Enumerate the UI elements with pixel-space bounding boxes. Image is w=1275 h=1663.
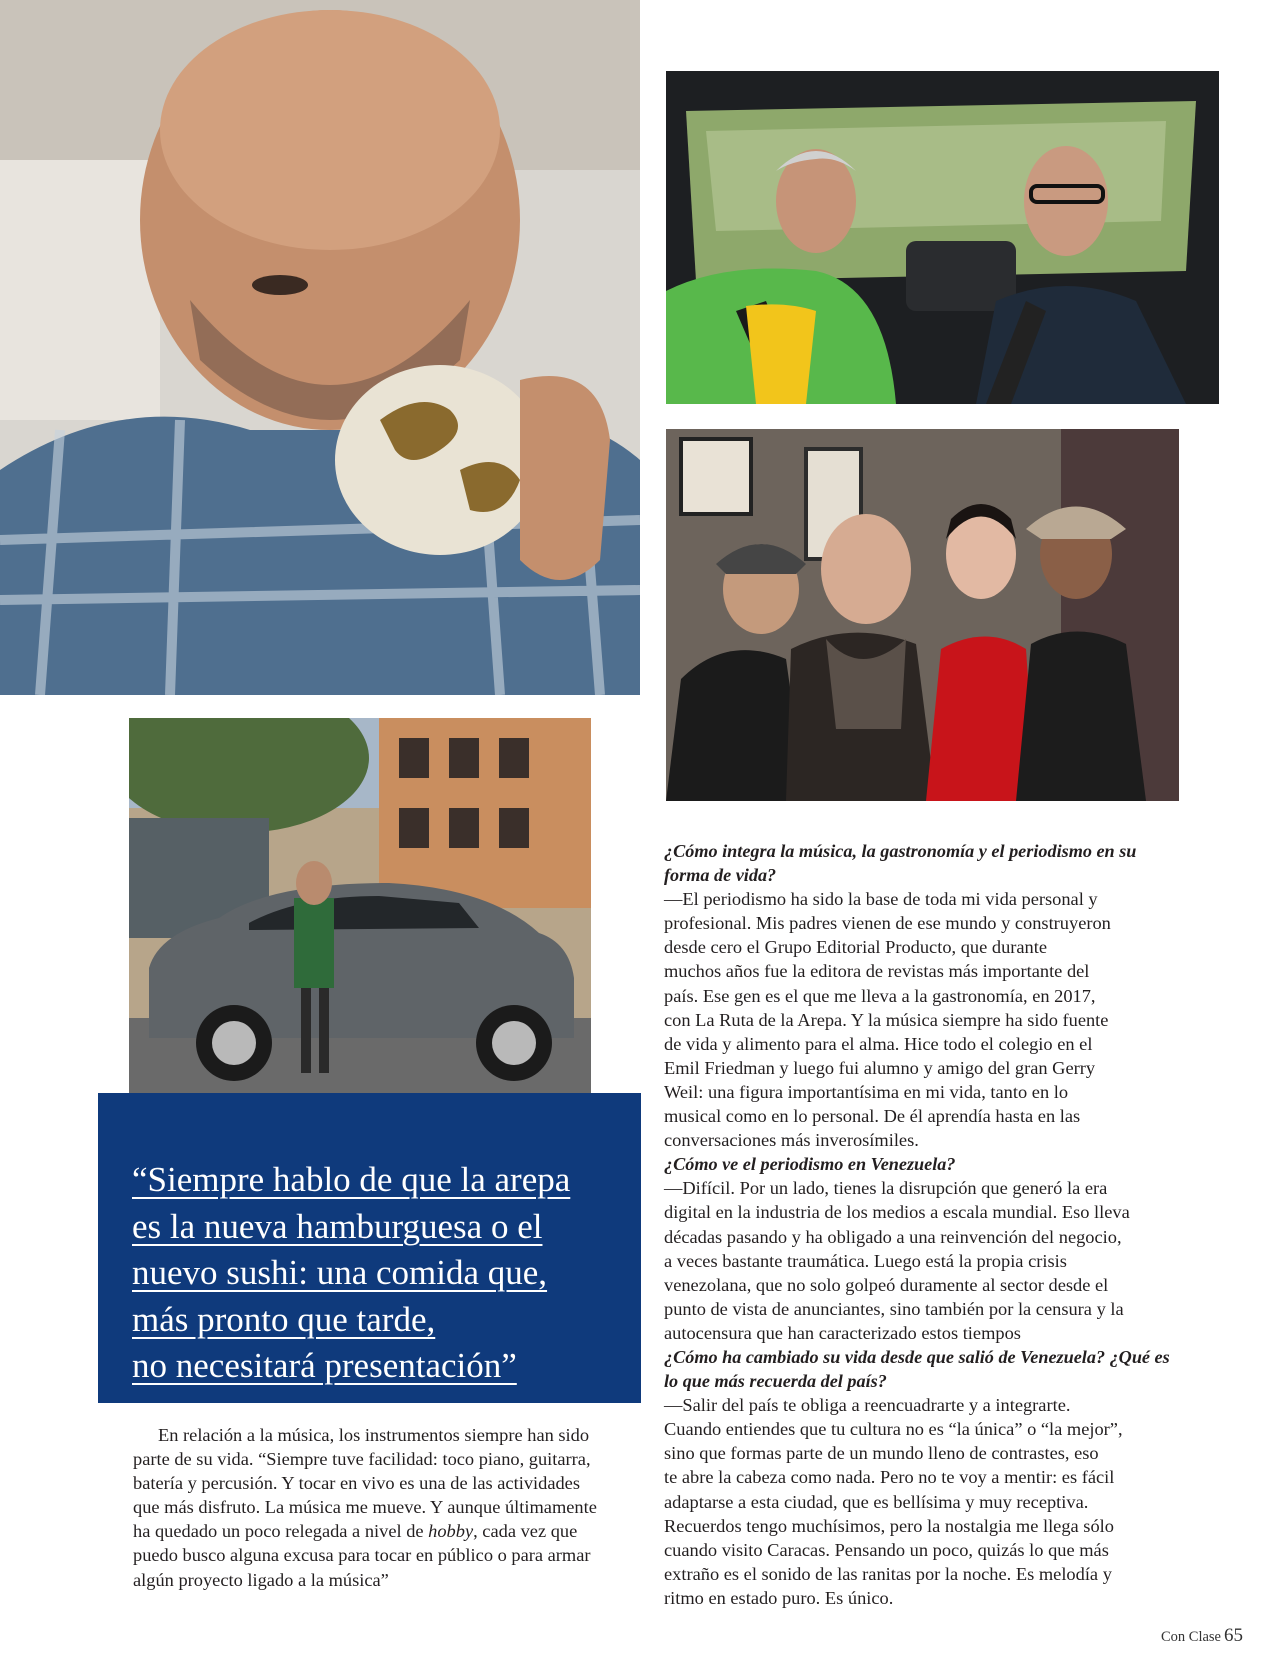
text-line: algún proyecto ligado a la música” — [133, 1569, 389, 1590]
text-line: —Difícil. Por un lado, tienes la disrupción que generó la era — [664, 1178, 1108, 1199]
pull-quote-line: “Siempre hablo de que la arepa — [132, 1160, 571, 1199]
text-line: forma de vida? — [664, 865, 777, 886]
interview-answer — [664, 1393, 1169, 1610]
text-line: décadas pasando y ha obligado a una reinvención del negocio, — [664, 1226, 1122, 1247]
text-line: lo que más recuerda del país? — [664, 1371, 887, 1392]
text-line: —El periodismo ha sido la base de toda mi vida personal y — [664, 889, 1098, 910]
page-folio — [1161, 1625, 1243, 1647]
text-line: puedo busco alguna excusa para tocar en público o para armar — [133, 1545, 591, 1566]
text-line: con La Ruta de la Arepa. Y la música siempre ha sido fuente — [664, 1009, 1109, 1030]
text-line: a veces bastante traumática. Luego está la propia crisis — [664, 1250, 1067, 1271]
interview-answer — [664, 887, 1169, 1152]
magazine-name: Con Clase — [1160, 1629, 1221, 1645]
interview-question — [664, 1152, 1169, 1176]
text-line: cuando visito Caracas. Pensando un poco, quizás lo que más — [664, 1539, 1109, 1560]
text-line: ¿Cómo ve el periodismo en Venezuela? — [664, 1154, 956, 1175]
photo-street-car — [129, 718, 591, 1136]
text-line: ritmo en estado puro. Es único. — [664, 1587, 894, 1608]
interview-column — [664, 839, 1169, 1610]
text-line: autocensura que han caracterizado estos tiempos — [664, 1322, 1021, 1343]
text-line: Emil Friedman y luego fui alumno y amigo del gran Gerry — [664, 1057, 1096, 1078]
text-line: digital en la industria de los medios a escala mundial. Eso lleva — [664, 1202, 1130, 1223]
photo-group-portrait — [666, 429, 1179, 801]
text-line: extraño es el sonido de las ranitas por la noche. Es melodía y — [664, 1563, 1112, 1584]
text-segment: , cada vez que — [473, 1521, 578, 1542]
text-line: adaptarse a esta ciudad, que es bellísima y muy receptiva. — [664, 1491, 1089, 1512]
text-line: batería y percusión. Y tocar en vivo es una de las actividades — [133, 1473, 580, 1494]
text-line: ¿Cómo ha cambiado su vida desde que salió de Venezuela? ¿Qué es — [664, 1346, 1170, 1367]
pull-quote-line: más pronto que tarde, — [132, 1299, 436, 1339]
pull-quote-line: es la nueva hamburguesa o el — [132, 1206, 543, 1246]
text-line: país. Ese gen es el que me lleva a la gastronomía, en 2017, — [664, 985, 1096, 1006]
photo-man-holding-arepa — [0, 0, 640, 695]
text-line: ¿Cómo integra la música, la gastronomía y el periodismo en su — [664, 841, 1137, 861]
pull-quote-line: no necesitará presentación” — [132, 1346, 517, 1385]
photo-car-interior-conversation — [666, 71, 1219, 404]
pull-quote-box — [98, 1093, 641, 1403]
text-segment: ha quedado un poco relegada a nivel de — [133, 1521, 429, 1542]
text-line: Weil: una figura importantísima en mi vida, tanto en lo — [664, 1081, 1069, 1102]
text-line: de vida y alimento para el alma. Hice todo el colegio en el — [664, 1033, 1093, 1054]
left-column — [133, 1423, 653, 1592]
text-line: venezolana, que no solo golpeó duramente al sector desde el — [664, 1274, 1109, 1295]
text-line: profesional. Mis padres vienen de ese mundo y construyeron — [664, 913, 1111, 934]
text-line: te abre la cabeza como nada. Pero no te voy a mentir: es fácil — [664, 1467, 1115, 1488]
text-line: que más disfruto. La música me mueve. Y aunque últimamente — [133, 1497, 597, 1518]
page-number: 65 — [1224, 1625, 1243, 1646]
text-line: Cuando entiendes que tu cultura no es “la única” o “la mejor”, — [664, 1419, 1123, 1440]
text-line: desde cero el Grupo Editorial Producto, que durante — [664, 937, 1048, 958]
text-line — [133, 1519, 653, 1543]
text-line: parte de su vida. “Siempre tuve facilidad: toco piano, guitarra, — [133, 1449, 591, 1470]
text-line: —Salir del país te obliga a reencuadrarte y a integrarte. — [664, 1395, 1071, 1416]
text-line: punto de vista de anunciantes, sino también por la censura y la — [664, 1298, 1124, 1319]
pull-quote — [132, 1157, 641, 1390]
text-line: En relación a la música, los instrumentos siempre han sido — [158, 1425, 590, 1445]
text-line: conversaciones más inverosímiles. — [664, 1130, 919, 1151]
pull-quote-line: nuevo sushi: una comida que, — [132, 1253, 548, 1292]
text-line: Recuerdos tengo muchísimos, pero la nostalgia me llega sólo — [664, 1515, 1114, 1536]
text-line: sino que formas parte de un mundo lleno de contrastes, eso — [664, 1443, 1099, 1464]
interview-question — [664, 839, 1169, 887]
interview-answer — [664, 1176, 1169, 1345]
interview-question — [664, 1345, 1169, 1393]
body-paragraph — [133, 1423, 653, 1592]
text-line: muchos años fue la editora de revistas más importante del — [664, 961, 1090, 982]
text-segment-italic: hobby — [428, 1521, 474, 1542]
text-line: musical como en lo personal. De él aprendía hasta en las — [664, 1106, 1081, 1127]
